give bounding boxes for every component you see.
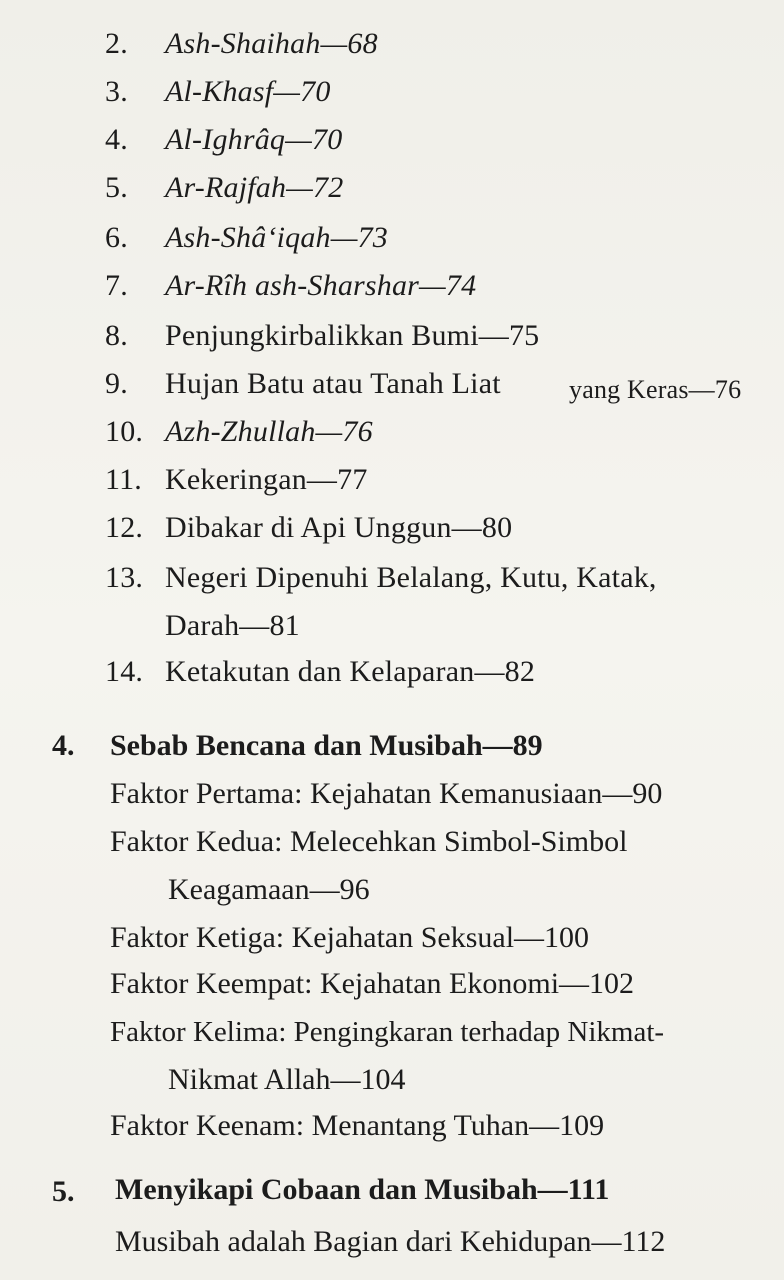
list-item-text: Dibakar di Api Unggun—80 bbox=[165, 511, 513, 544]
list-item-text: Kekeringan—77 bbox=[165, 463, 368, 496]
list-item-number: 8. bbox=[105, 319, 128, 352]
list-item bbox=[105, 120, 765, 160]
list-item-number: 5. bbox=[105, 171, 128, 204]
list-item-text: Al-Ighrâq—70 bbox=[165, 123, 343, 156]
list-item-text: Ash-Shaihah—68 bbox=[165, 27, 378, 60]
list-item-number: 4. bbox=[105, 123, 128, 156]
list-item bbox=[105, 24, 765, 64]
list-item bbox=[105, 508, 765, 548]
list-item-text: Penjungkirbalikkan Bumi—75 bbox=[165, 319, 540, 352]
subsection-entry-continued: Nikmat Allah—104 bbox=[168, 1063, 406, 1096]
section-title: Sebab Bencana dan Musibah—89 bbox=[110, 729, 543, 762]
list-item bbox=[105, 364, 775, 408]
list-item bbox=[105, 460, 765, 500]
list-item bbox=[105, 412, 765, 452]
list-item-number: 13. bbox=[105, 561, 144, 594]
list-item-number: 2. bbox=[105, 27, 128, 60]
list-item-text: Hujan Batu atau Tanah Liat bbox=[165, 367, 501, 400]
list-item bbox=[105, 72, 765, 112]
section-number: 5. bbox=[52, 1175, 75, 1208]
list-item bbox=[105, 652, 765, 692]
list-item-text: Azh-Zhullah—76 bbox=[165, 415, 373, 448]
section-number: 4. bbox=[52, 729, 75, 762]
list-item-number: 12. bbox=[105, 511, 144, 544]
section-title: Menyikapi Cobaan dan Musibah—111 bbox=[115, 1173, 610, 1206]
list-item-text: Ketakutan dan Kelaparan—82 bbox=[165, 655, 536, 688]
list-item bbox=[105, 168, 765, 208]
list-item bbox=[105, 558, 765, 646]
list-item-text: Ar-Rîh ash-Sharshar—74 bbox=[165, 269, 477, 302]
list-item-text: Ash-Shâ‘iqah—73 bbox=[165, 221, 388, 254]
list-item-number: 3. bbox=[105, 75, 128, 108]
list-item-number: 9. bbox=[105, 367, 128, 400]
list-item-text: Al-Khasf—70 bbox=[165, 75, 331, 108]
list-item-number: 10. bbox=[105, 415, 144, 448]
subsection-entry: Faktor Pertama: Kejahatan Kemanusiaan—90 bbox=[110, 777, 663, 810]
subsection-entry: Faktor Keempat: Kejahatan Ekonomi—102 bbox=[110, 967, 635, 1000]
subsection-entry: Faktor Ketiga: Kejahatan Seksual—100 bbox=[110, 921, 590, 954]
subsection-entry: Faktor Keenam: Menantang Tuhan—109 bbox=[110, 1109, 605, 1142]
list-item-text-continued: Darah—81 bbox=[165, 609, 300, 642]
list-item bbox=[105, 316, 765, 356]
list-item-number: 6. bbox=[105, 221, 128, 254]
subsection-entry: Faktor Kelima: Pengingkaran terhadap Nikmat- bbox=[110, 1016, 665, 1048]
list-item-number: 11. bbox=[105, 463, 142, 496]
list-item-text: Ar-Rajfah—72 bbox=[165, 171, 344, 204]
list-item-text: Negeri Dipenuhi Belalang, Kutu, Katak, bbox=[165, 561, 657, 594]
list-item bbox=[105, 218, 765, 258]
list-item bbox=[105, 266, 765, 306]
subsection-entry: Faktor Kedua: Melecehkan Simbol-Simbol bbox=[110, 825, 628, 858]
subsection-entry-continued: Keagamaan—96 bbox=[168, 873, 370, 906]
list-item-number: 7. bbox=[105, 269, 128, 302]
list-item-text-tail: yang Keras—76 bbox=[569, 375, 742, 404]
list-item-number: 14. bbox=[105, 655, 144, 688]
subsection-entry: Musibah adalah Bagian dari Kehidupan—112 bbox=[115, 1225, 666, 1258]
